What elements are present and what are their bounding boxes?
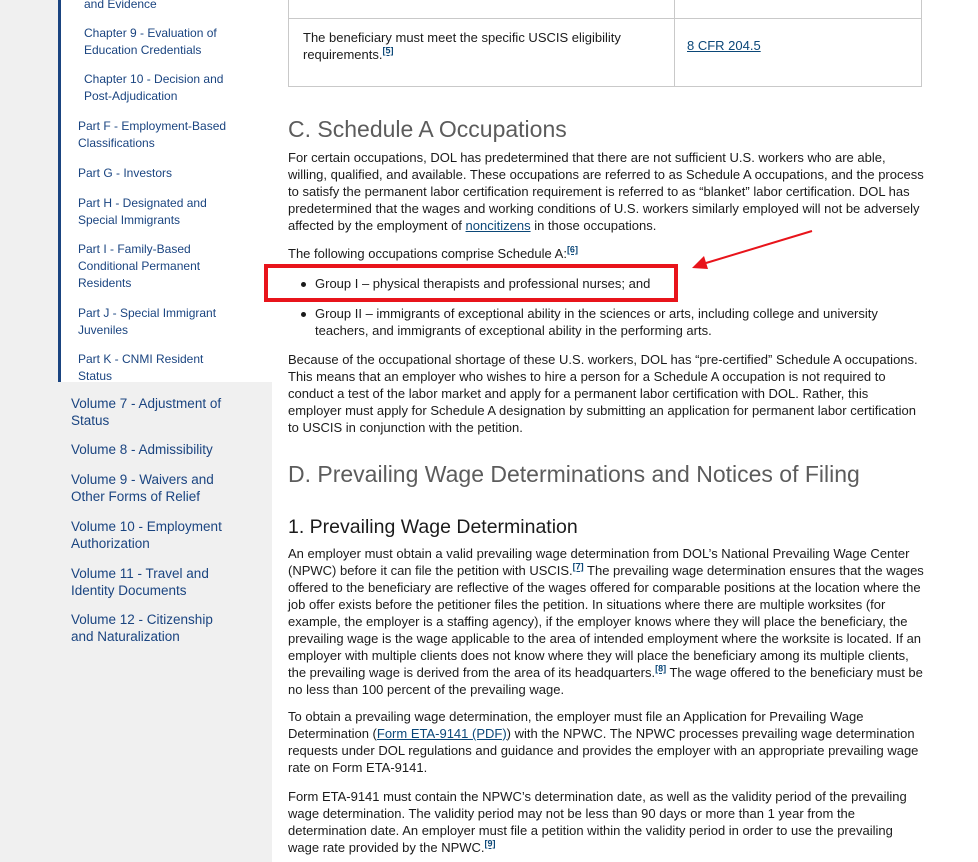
paragraph-text: An employer must obtain a valid prevailing wage determination from DOL’s National Prevailing Wage Center (NPWC) before it can file the petition with USCIS. bbox=[288, 546, 910, 578]
table-cell-text: The beneficiary must meet the specific USCIS eligibility requirements. bbox=[303, 30, 621, 62]
sidebar-item-volume-12[interactable]: Volume 12 - Citizenship and Naturalization bbox=[71, 612, 213, 644]
list-item-group-1: Group I – physical therapists and professional nurses; and bbox=[315, 276, 651, 291]
footnote-link-7[interactable]: [7] bbox=[572, 561, 584, 572]
sidebar-item-part-i[interactable]: Part I - Family-Based Conditional Permanent Residents bbox=[78, 242, 201, 290]
paragraph-text: The wage offered to the beneficiary must be no less than 100 percent of the prevailing wage. bbox=[288, 665, 923, 697]
list-item-group-2: Group II – immigrants of exceptional ability in the sciences or arts, including college and university teachers, and immigrants of exceptional ability in the performing arts. bbox=[315, 306, 878, 338]
noncitizens-link[interactable]: noncitizens bbox=[465, 218, 531, 233]
schedule-a-precertified-paragraph: Because of the occupational shortage of these U.S. workers, DOL has “pre-certified” Schedule A occupations. This means that an employer who wishes to hire a person for a Schedule A occupation is not required to conduct a test of the labor market and apply for a permanent labor certification with DOL. Rather, this employer must apply for Schedule A designation by submitting an application for permanent labor certification to USCIS in conjunction with the petition. bbox=[288, 352, 918, 435]
footnote-link-8[interactable]: [8] bbox=[655, 663, 667, 674]
sidebar-item-volume-11[interactable]: Volume 11 - Travel and Identity Documents bbox=[71, 566, 209, 598]
paragraph-text: For certain occupations, DOL has predetermined that there are not sufficient U.S. workers who are able, willing, qualified, and available. These occupations are referred to as Schedule A occupations, and the process to satisfy the permanent labor certification requirement is referred to as “blanket” labor certification. DOL has predetermined that the wages and working conditions of U.S. workers similarly employed will not be adversely affected by the employment of bbox=[288, 150, 924, 233]
paragraph-text: The following occupations comprise Schedule A: bbox=[288, 246, 567, 261]
subsection-heading-prevailing-wage-determination: 1. Prevailing Wage Determination bbox=[288, 516, 578, 538]
sidebar-item-chapter-10[interactable]: Chapter 10 - Decision and Post-Adjudication bbox=[84, 72, 224, 103]
sidebar-item-chapter-9[interactable]: Chapter 9 - Evaluation of Education Credentials bbox=[84, 26, 217, 57]
paragraph-text: To obtain a prevailing wage determination, the employer must file an Application for Prevailing Wage Determination ( bbox=[288, 709, 864, 741]
sidebar-item-volume-9[interactable]: Volume 9 - Waivers and Other Forms of Relief bbox=[71, 472, 214, 504]
footnote-link-5[interactable]: [5] bbox=[382, 45, 394, 56]
footnote-link-9[interactable]: [9] bbox=[484, 838, 496, 849]
sidebar-item-part-h[interactable]: Part H - Designated and Special Immigrants bbox=[78, 196, 207, 227]
paragraph-text: The prevailing wage determination ensures that the wages offered to the beneficiary are reflective of the wages offered for comparable positions at the location where the job offer exists before the petitioner files the petition. In situations where there are multiple worksites (for example, the employer is a staffing agency), if the employer knows where they will place the beneficiary, the prevailing wage is the wage applicable to the area of intended employment where the worksite is located. If an employer with multiple clients does not know where they will place the beneficiary among its multiple clients, the prevailing wage is derived from the area of its headquarters. bbox=[288, 563, 924, 680]
citation-link[interactable]: 8 CFR 204.5 bbox=[687, 38, 761, 53]
sidebar-item-volume-8[interactable]: Volume 8 - Admissibility bbox=[71, 442, 213, 457]
sidebar-item-chapter-8[interactable]: and Evidence bbox=[84, 0, 157, 11]
sidebar-item-part-k[interactable]: Part K - CNMI Resident Status bbox=[78, 352, 204, 383]
sidebar-item-volume-7[interactable]: Volume 7 - Adjustment of Status bbox=[71, 396, 222, 428]
section-heading-schedule-a: C. Schedule A Occupations bbox=[288, 116, 567, 142]
paragraph-text: in those occupations. bbox=[530, 218, 657, 233]
paragraph-text: ) with the NPWC. The NPWC processes prevailing wage determination requests under DOL regulations and guidance and provides the employer with an appropriate prevailing wage rate on Form ETA-9141. bbox=[288, 726, 919, 775]
sidebar-item-part-j[interactable]: Part J - Special Immigrant Juveniles bbox=[78, 306, 217, 337]
sidebar-item-part-f[interactable]: Part F - Employment-Based Classifications bbox=[78, 119, 227, 150]
section-heading-prevailing-wage: D. Prevailing Wage Determinations and Notices of Filing bbox=[288, 461, 860, 487]
paragraph-text: Form ETA-9141 must contain the NPWC’s determination date, as well as the validity period of the prevailing wage determination. The validity period may not be less than 90 days or more than 1 year from the determination date. An employer must file a petition within the validity period in order to use the prevailing wage rate provided by the NPWC. bbox=[288, 789, 907, 855]
footnote-link-6[interactable]: [6] bbox=[566, 244, 578, 255]
form-eta-9141-link[interactable]: Form ETA-9141 (PDF) bbox=[376, 726, 507, 741]
sidebar-item-volume-10[interactable]: Volume 10 - Employment Authorization bbox=[71, 519, 222, 551]
sidebar-item-part-g[interactable]: Part G - Investors bbox=[78, 166, 173, 180]
